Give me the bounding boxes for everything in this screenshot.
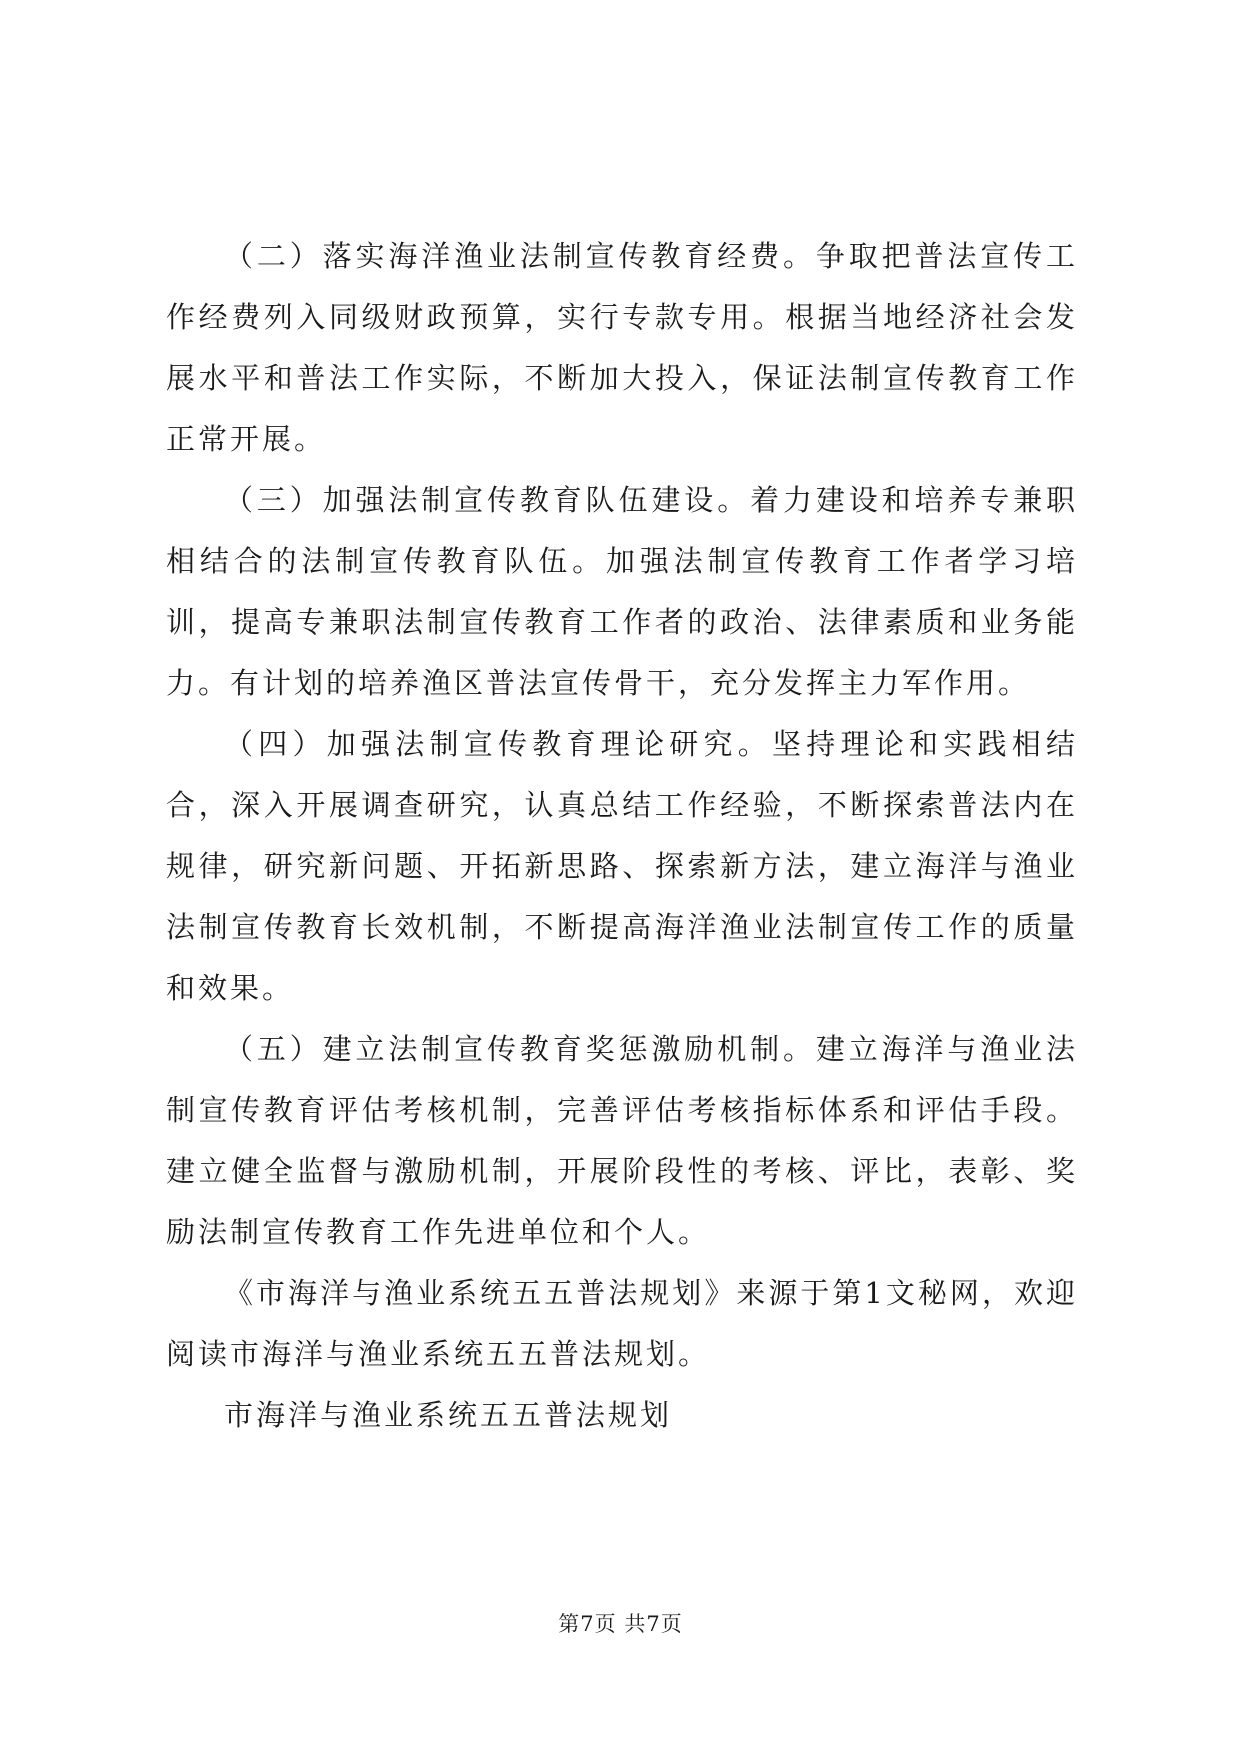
paragraph-incentive-mechanism: （五）建立法制宣传教育奖惩激励机制。建立海洋与渔业法制宣传教育评估考核机制，完善评估考核指标体系和评估手段。建立健全监督与激励机制，开展阶段性的考核、评比，表彰、奖励法制宣传教育工作先进单位和个人。	[166, 1032, 1078, 1249]
document-body	[166, 226, 1078, 1446]
page-number-footer: 第7页 共7页	[558, 1612, 683, 1636]
paragraph-source-note: 《市海洋与渔业系统五五普法规划》来源于第1文秘网，欢迎阅读市海洋与渔业系统五五普法规划。	[166, 1276, 1078, 1371]
paragraph-team-building: （三）加强法制宣传教育队伍建设。着力建设和培养专兼职相结合的法制宣传教育队伍。加强法制宣传教育工作者学习培训，提高专兼职法制宣传教育工作者的政治、法律素质和业务能力。有计划的培养渔区普法宣传骨干，充分发挥主力军作用。	[166, 483, 1078, 700]
paragraph-theory-research: （四）加强法制宣传教育理论研究。坚持理论和实践相结合，深入开展调查研究，认真总结工作经验，不断探索普法内在规律，研究新问题、开拓新思路、探索新方法，建立海洋与渔业法制宣传教育长效机制，不断提高海洋渔业法制宣传工作的质量和效果。	[166, 727, 1078, 1005]
paragraph-funding: （二）落实海洋渔业法制宣传教育经费。争取把普法宣传工作经费列入同级财政预算，实行专款专用。根据当地经济社会发展水平和普法工作实际，不断加大投入，保证法制宣传教育工作正常开展。	[166, 239, 1078, 456]
document-title-line: 市海洋与渔业系统五五普法规划	[224, 1398, 673, 1432]
